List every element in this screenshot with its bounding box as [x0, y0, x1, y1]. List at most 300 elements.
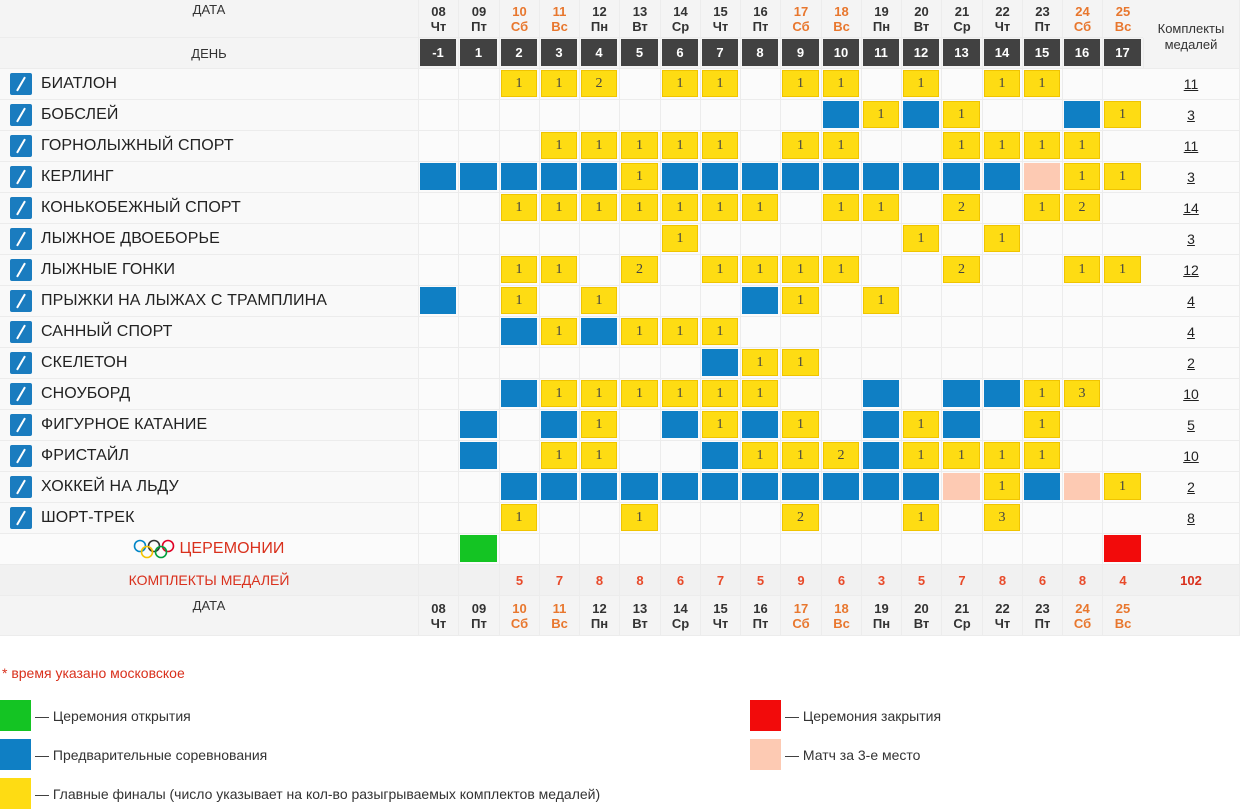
schedule-cell [862, 472, 902, 503]
sport-total-cell [1143, 441, 1240, 472]
weekday: Сб [1073, 18, 1092, 34]
medal-final-mark: 1 [863, 287, 899, 314]
schedule-cell [942, 162, 983, 193]
schedule-cell [661, 348, 701, 379]
ceremony-cell [620, 534, 661, 565]
schedule-cell [942, 286, 983, 317]
medal-final-mark: 2 [621, 256, 658, 283]
schedule-cell [500, 100, 540, 131]
schedule-cell [822, 503, 862, 534]
sport-name: ЛЫЖНЫЕ ГОНКИ [41, 261, 176, 278]
schedule-cell [822, 100, 862, 131]
preliminary-mark [823, 163, 859, 190]
schedule-cell [942, 255, 983, 286]
date-number: 08 [431, 600, 446, 616]
date-column-header [540, 0, 580, 38]
schedule-cell [620, 441, 661, 472]
legend-main-finals [0, 778, 600, 809]
date-number: 21 [954, 3, 970, 19]
date-number: 24 [1075, 3, 1090, 19]
preliminary-mark [702, 349, 738, 376]
date-number: 13 [632, 600, 648, 616]
medal-final-mark: 1 [943, 132, 980, 159]
legend-bronze-match [750, 739, 920, 770]
schedule-cell [862, 69, 902, 100]
preliminary-mark [1064, 101, 1100, 128]
sport-total-link[interactable]: 2 [1187, 355, 1195, 371]
schedule-cell [540, 193, 580, 224]
medal-final-mark: 1 [1064, 163, 1100, 190]
medal-final-mark: 1 [782, 70, 819, 97]
schedule-cell [701, 69, 741, 100]
ceremony-cell [701, 534, 741, 565]
legend-swatch [0, 700, 31, 731]
weekday: Чт [994, 18, 1011, 34]
schedule-cell [580, 131, 620, 162]
schedule-cell [862, 379, 902, 410]
sport-row-label [0, 441, 419, 472]
date-header-content [1103, 596, 1143, 635]
schedule-cell [902, 100, 942, 131]
schedule-cell [1023, 379, 1063, 410]
preliminary-mark [863, 163, 899, 190]
schedule-cell [983, 472, 1023, 503]
medal-final-mark: 1 [702, 132, 738, 159]
schedule-cell [661, 317, 701, 348]
ceremonies-label [0, 534, 419, 565]
weekday: Вт [913, 615, 930, 631]
preliminary-mark [742, 411, 778, 438]
weekday: Вс [833, 18, 850, 34]
schedule-cell [983, 193, 1023, 224]
day-number-cell [781, 38, 822, 69]
weekday: Чт [994, 615, 1011, 631]
weekday: Ср [953, 615, 971, 631]
schedule-cell [580, 348, 620, 379]
schedule-cell [781, 100, 822, 131]
sport-row-label [0, 472, 419, 503]
medal-total-value: 7 [716, 572, 725, 588]
medal-column-label [1143, 0, 1239, 68]
legend-closing-ceremony [750, 700, 941, 731]
sport-total-link[interactable]: 10 [1183, 386, 1199, 402]
schedule-cell [741, 472, 781, 503]
medal-total-value: 8 [998, 572, 1007, 588]
preliminary-mark [863, 380, 899, 407]
preliminary-mark [581, 318, 617, 345]
medal-total-value: 5 [515, 572, 524, 588]
day-number: 1 [460, 39, 497, 66]
date-column-header [942, 0, 983, 38]
ceremonies-label-content [0, 534, 418, 564]
preliminary-mark [823, 101, 859, 128]
skeleton-icon [10, 352, 32, 374]
date-column-header [1023, 596, 1063, 636]
sport-row-label [0, 162, 419, 193]
medal-final-mark: 1 [541, 442, 577, 469]
schedule-cell [1023, 317, 1063, 348]
medal-final-mark: 1 [541, 256, 577, 283]
medal-final-mark: 1 [621, 163, 658, 190]
schedule-cell [822, 410, 862, 441]
date-column-header [741, 596, 781, 636]
weekday: Пн [590, 615, 609, 631]
weekday: Вт [913, 18, 930, 34]
date-header-content [459, 0, 499, 37]
ceremony-total-cell [1143, 534, 1240, 565]
schedule-cell [701, 162, 741, 193]
schedule-cell [1063, 69, 1103, 100]
date-number: 22 [995, 600, 1010, 616]
date-column-header [1063, 0, 1103, 38]
schedule-cell [942, 379, 983, 410]
medal-final-mark: 1 [984, 442, 1020, 469]
schedule-cell [822, 441, 862, 472]
schedule-cell [1023, 193, 1063, 224]
medal-final-mark: 1 [1024, 380, 1060, 407]
preliminary-mark [662, 411, 698, 438]
schedule-cell [419, 441, 459, 472]
date-column-header [862, 0, 902, 38]
date-label-top [0, 0, 419, 38]
date-header-content [500, 596, 539, 635]
sport-row-label [0, 348, 419, 379]
medal-final-mark: 1 [501, 256, 537, 283]
schedule-cell [822, 286, 862, 317]
date-header-content [580, 596, 619, 635]
schedule-cell [741, 255, 781, 286]
preliminary-mark [742, 287, 778, 314]
schedule-cell [540, 410, 580, 441]
schedule-cell [902, 317, 942, 348]
preliminary-mark [541, 163, 577, 190]
sport-name: КОНЬКОБЕЖНЫЙ СПОРТ [41, 199, 241, 216]
day-number: 15 [1024, 39, 1060, 66]
schedule-cell [741, 100, 781, 131]
schedule-cell [741, 317, 781, 348]
sport-total-link[interactable]: 10 [1183, 448, 1199, 464]
schedule-cell [540, 162, 580, 193]
schedule-cell [661, 379, 701, 410]
schedule-cell [1063, 131, 1103, 162]
day-number: 9 [782, 39, 819, 66]
weekday: Вт [632, 18, 648, 34]
weekday: Пн [872, 18, 891, 34]
sport-total-link[interactable]: 3 [1187, 231, 1195, 247]
figure-skating-icon [10, 414, 32, 436]
schedule-cell [1023, 286, 1063, 317]
medal-final-mark: 1 [1024, 411, 1060, 438]
date-number: 16 [753, 600, 768, 616]
schedule-cell [1023, 69, 1063, 100]
schedule-cell [701, 441, 741, 472]
date-header-content [500, 0, 539, 37]
schedule-cell [419, 100, 459, 131]
weekday: Сб [510, 615, 529, 631]
schedule-cell [500, 379, 540, 410]
medal-final-mark: 1 [1024, 442, 1060, 469]
medal-final-mark: 1 [984, 473, 1020, 500]
medal-column-label-line2: медалей [1164, 37, 1218, 52]
schedule-cell [580, 286, 620, 317]
preliminary-mark [742, 473, 778, 500]
sport-total-link[interactable]: 4 [1187, 324, 1195, 340]
preliminary-mark [863, 411, 899, 438]
schedule-cell [459, 348, 500, 379]
schedule-cell [419, 69, 459, 100]
medal-final-mark: 1 [863, 194, 899, 221]
date-header-content [1023, 0, 1062, 37]
medal-final-mark: 1 [782, 256, 819, 283]
weekday: Вс [551, 615, 568, 631]
medal-final-mark: 1 [541, 70, 577, 97]
olympic-rings-icon [133, 539, 175, 559]
schedule-cell [983, 348, 1023, 379]
schedule-cell [1063, 193, 1103, 224]
medal-final-mark: 1 [1024, 70, 1060, 97]
medal-total-per-day [500, 565, 540, 596]
medal-final-mark: 1 [782, 349, 819, 376]
medal-final-mark: 1 [662, 225, 698, 252]
date-column-header [822, 0, 862, 38]
schedule-cell [781, 441, 822, 472]
schedule-cell [781, 224, 822, 255]
schedule-cell [459, 255, 500, 286]
preliminary-mark [702, 442, 738, 469]
date-number: 21 [954, 600, 970, 616]
schedule-cell [1023, 100, 1063, 131]
schedule-cell [620, 224, 661, 255]
schedule-cell [1103, 410, 1144, 441]
medal-column-header-bottom [1143, 596, 1240, 636]
schedule-cell [701, 224, 741, 255]
schedule-cell [983, 131, 1023, 162]
preliminary-mark [943, 380, 980, 407]
opening-ceremony-mark [460, 535, 497, 562]
schedule-cell [500, 441, 540, 472]
schedule-cell [701, 379, 741, 410]
schedule-cell [540, 317, 580, 348]
preliminary-mark [702, 473, 738, 500]
date-header-content [1063, 596, 1102, 635]
ski-jumping-icon [10, 290, 32, 312]
date-header-content [620, 596, 660, 635]
schedule-cell [1103, 69, 1144, 100]
date-column-header [781, 0, 822, 38]
sport-total-link[interactable]: 5 [1187, 417, 1195, 433]
schedule-cell [781, 162, 822, 193]
medal-final-mark: 1 [621, 132, 658, 159]
weekday: Сб [792, 615, 810, 631]
date-number: 22 [995, 3, 1010, 19]
preliminary-mark [984, 380, 1020, 407]
sport-total-link[interactable]: 12 [1183, 262, 1199, 278]
schedule-cell [942, 69, 983, 100]
preliminary-mark [903, 101, 939, 128]
date-number: 17 [793, 600, 809, 616]
preliminary-mark [460, 163, 497, 190]
legend-text: — Матч за 3-е место [785, 746, 921, 763]
grand-total-cell [1143, 565, 1240, 596]
schedule-cell [580, 193, 620, 224]
date-header-content [741, 596, 780, 635]
schedule-cell [419, 410, 459, 441]
short-track-icon [10, 507, 32, 529]
medal-final-mark: 1 [662, 194, 698, 221]
medal-final-mark: 2 [782, 504, 819, 531]
schedule-cell [620, 348, 661, 379]
ceremony-cell [781, 534, 822, 565]
preliminary-mark [863, 442, 899, 469]
date-column-header [1063, 596, 1103, 636]
sport-row-label [0, 224, 419, 255]
sport-total-link[interactable]: 11 [1183, 76, 1199, 92]
schedule-cell [620, 69, 661, 100]
day-number-cell [1103, 38, 1144, 69]
preliminary-mark [420, 287, 456, 314]
sport-total-link[interactable]: 2 [1187, 479, 1195, 495]
schedule-cell [781, 348, 822, 379]
medal-final-mark: 2 [943, 194, 980, 221]
schedule-cell [1023, 348, 1063, 379]
sport-total-link[interactable]: 8 [1187, 510, 1195, 526]
date-number: 13 [632, 3, 648, 19]
schedule-cell [983, 503, 1023, 534]
schedule-cell [822, 348, 862, 379]
medal-final-mark: 1 [662, 380, 698, 407]
schedule-cell [983, 379, 1023, 410]
medal-final-mark: 1 [742, 442, 778, 469]
schedule-cell [661, 503, 701, 534]
date-header-content [419, 0, 458, 37]
schedule-cell [942, 503, 983, 534]
schedule-cell [741, 224, 781, 255]
date-column-header [701, 0, 741, 38]
schedule-cell [459, 131, 500, 162]
schedule-cell [983, 441, 1023, 472]
preliminary-mark [501, 473, 537, 500]
medal-total-per-day [459, 565, 500, 596]
ceremony-cell [942, 534, 983, 565]
sport-name: СНОУБОРД [41, 385, 131, 402]
preliminary-mark [460, 411, 497, 438]
sport-total-link[interactable]: 3 [1187, 169, 1195, 185]
date-column-header [902, 0, 942, 38]
day-number: 17 [1104, 39, 1141, 66]
preliminary-mark [823, 473, 859, 500]
schedule-cell [822, 255, 862, 286]
freestyle-icon [10, 445, 32, 467]
legend-text: — Церемония открытия [35, 707, 191, 724]
date-number: 20 [914, 600, 929, 616]
medal-final-mark: 1 [984, 225, 1020, 252]
sport-total-cell [1143, 286, 1240, 317]
schedule-cell [459, 317, 500, 348]
schedule-cell [701, 286, 741, 317]
schedule-cell [902, 472, 942, 503]
medal-total-per-day [540, 565, 580, 596]
day-number: 13 [943, 39, 980, 66]
medal-final-mark: 1 [501, 70, 537, 97]
weekday: Ср [953, 18, 971, 34]
schedule-cell [580, 503, 620, 534]
schedule-cell [983, 286, 1023, 317]
medal-final-mark: 1 [702, 318, 738, 345]
day-number-cell [459, 38, 500, 69]
date-header-content [701, 0, 740, 37]
sport-total-cell [1143, 224, 1240, 255]
sport-total-cell [1143, 193, 1240, 224]
medal-final-mark: 1 [1024, 194, 1060, 221]
sport-total-cell [1143, 472, 1240, 503]
schedule-cell [1063, 472, 1103, 503]
schedule-cell [862, 100, 902, 131]
date-column-header [862, 596, 902, 636]
date-number: 09 [471, 3, 487, 19]
schedule-cell [419, 131, 459, 162]
weekday: Пт [1034, 615, 1051, 631]
schedule-cell [1023, 441, 1063, 472]
sport-total-link[interactable]: 4 [1187, 293, 1195, 309]
sport-total-link[interactable]: 3 [1187, 107, 1195, 123]
schedule-cell [781, 317, 822, 348]
schedule-cell [701, 410, 741, 441]
medal-final-mark: 1 [863, 101, 899, 128]
schedule-cell [983, 410, 1023, 441]
bronze-match-mark [1024, 163, 1060, 190]
schedule-cell [781, 379, 822, 410]
luge-icon [10, 321, 32, 343]
weekday: Пт [1034, 18, 1051, 34]
sport-name: СКЕЛЕТОН [41, 354, 128, 371]
day-number: 7 [702, 39, 738, 66]
weekday: Вт [632, 615, 648, 631]
schedule-cell [1103, 162, 1144, 193]
schedule-cell [540, 131, 580, 162]
weekday: Чт [430, 18, 447, 34]
ceremony-cell [540, 534, 580, 565]
schedule-cell [781, 255, 822, 286]
sport-total-link[interactable]: 11 [1183, 138, 1199, 154]
weekday: Пн [872, 615, 891, 631]
schedule-cell [902, 255, 942, 286]
date-column-header [500, 596, 540, 636]
sport-total-cell [1143, 503, 1240, 534]
medal-final-mark: 1 [1104, 473, 1141, 500]
schedule-cell [661, 162, 701, 193]
medal-final-mark: 1 [621, 318, 658, 345]
schedule-cell [459, 162, 500, 193]
schedule-cell [459, 69, 500, 100]
ceremony-cell [741, 534, 781, 565]
bronze-match-mark [1064, 473, 1100, 500]
medal-final-mark: 1 [621, 380, 658, 407]
medal-final-mark: 1 [541, 194, 577, 221]
weekday: Вс [551, 18, 568, 34]
medal-total-per-day [862, 565, 902, 596]
preliminary-mark [943, 163, 980, 190]
date-column-header [459, 0, 500, 38]
ceremony-cell [661, 534, 701, 565]
schedule-cell [661, 410, 701, 441]
medal-final-mark: 1 [501, 504, 537, 531]
sport-total-link[interactable]: 14 [1183, 200, 1199, 216]
schedule-cell [1023, 131, 1063, 162]
schedule-cell [822, 472, 862, 503]
medal-total-per-day [580, 565, 620, 596]
schedule-cell [580, 100, 620, 131]
date-header-content [580, 0, 619, 37]
